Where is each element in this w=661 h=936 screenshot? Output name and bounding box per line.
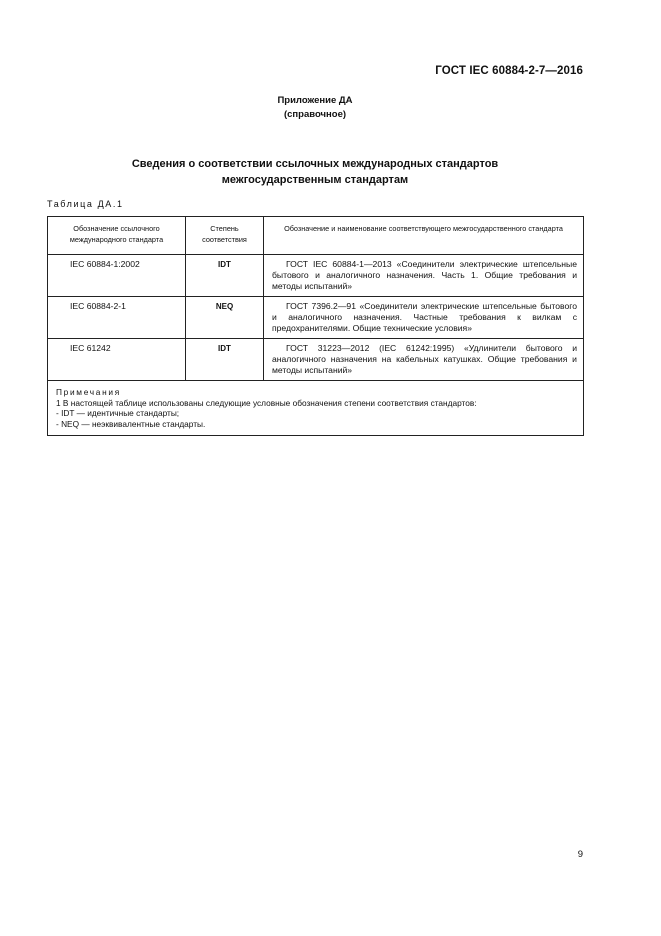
section-title — [0, 156, 630, 188]
cell-standard: IEC 60884-2-1 — [48, 297, 186, 339]
cell-name-text: ГОСТ IEC 60884-1—2013 «Соединители электрические штепсельные бытового и аналогичного назначения. Часть 1. Общие требования и методы испытаний» — [272, 259, 577, 291]
column-header-standard: Обозначение ссылочного международного стандарта — [48, 217, 186, 255]
table-notes — [48, 381, 584, 436]
table-notes-row — [48, 381, 584, 436]
table-row — [48, 297, 584, 339]
cell-name — [264, 255, 584, 297]
notes-line: 1 В настоящей таблице использованы следующие условные обозначения степени соответствия стандартов: — [56, 397, 477, 408]
page-number: 9 — [577, 849, 583, 860]
notes-line: - IDT — идентичные стандарты; — [56, 408, 180, 418]
appendix-subtitle: (справочное) — [283, 109, 347, 120]
cell-degree: IDT — [186, 339, 264, 381]
column-header-degree: Степень соответствия — [186, 217, 264, 255]
notes-heading: Примечания — [56, 387, 121, 397]
cell-name-text: ГОСТ 7396.2—91 «Соединители электрические штепсельные бытового и аналогичного назначения. Частные требования к вилкам с предохранителями. Общие технические условия» — [272, 301, 577, 333]
reference-table — [47, 216, 584, 436]
cell-name — [264, 297, 584, 339]
table-row — [48, 255, 584, 297]
appendix-title: Приложение ДА — [277, 95, 353, 106]
table-label: Таблица ДА.1 — [47, 199, 124, 209]
cell-name-text: ГОСТ 31223—2012 (IEC 61242:1995) «Удлинители бытового и аналогичного назначения на кабельных катушках. Общие требования и методы испытаний» — [272, 343, 577, 375]
document-code: ГОСТ IEC 60884-2-7—2016 — [435, 65, 583, 77]
notes-line: - NEQ — неэквивалентные стандарты. — [56, 418, 206, 429]
cell-degree: NEQ — [186, 297, 264, 339]
cell-standard: IEC 61242 — [48, 339, 186, 381]
cell-degree: IDT — [186, 255, 264, 297]
table-header-row — [48, 217, 584, 255]
cell-standard: IEC 60884-1:2002 — [48, 255, 186, 297]
section-title-line2: межгосударственным стандартам — [221, 174, 409, 186]
cell-name — [264, 339, 584, 381]
column-header-name: Обозначение и наименование соответствующего межгосударственного стандарта — [264, 217, 584, 255]
table-row — [48, 339, 584, 381]
appendix-heading — [0, 94, 630, 122]
section-title-line1: Сведения о соответствии ссылочных международных стандартов — [131, 158, 499, 170]
